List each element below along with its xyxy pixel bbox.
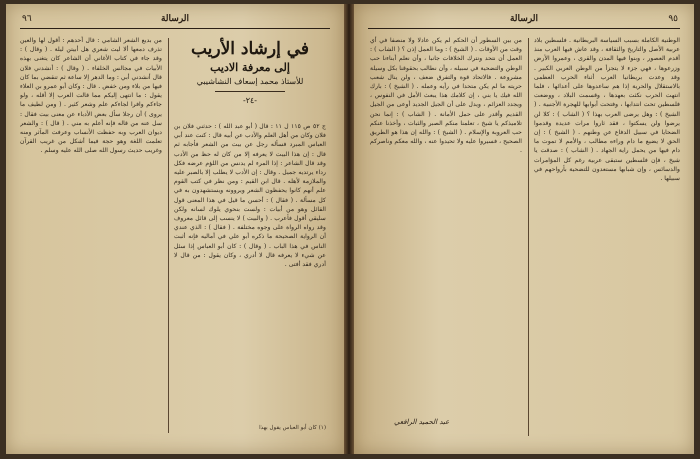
right-page-number: ٩٥ [668, 14, 678, 24]
left-page-number: ٩٦ [22, 14, 32, 24]
book-gutter [344, 4, 354, 454]
right-page-column-left: من بين السطور أن الحكم لم يكن عادلا ولا منصفا في أي وقت من الأوقات . ( الشيخ ) : وما العمل إذن ؟ ( الشاب ) : العمل أن نتحد ونترك الخلافات جانبا ، وأن نعلم أبناءنا حب الوطن والتضحية في سبيله ، وأن نطالب بحقوقنا بكل وسيلة مشروعة . فالاتحاد قوة والتفرق ضعف ، ولن ينال شعب حريته ما لم يكن متحدا في رأيه وعمله . ( الشيخ ) : بارك الله فيك يا بني ، إن كلامك هذا يبعث الأمل في النفوس ، ويجدد العزائم ، ويدل على أن الجيل الجديد أوعى من الجيل القديم وأقدر على حمل الأمانة . ( الشاب ) : إنما نحن تلاميذكم يا شيخ ، تعلمنا منكم الصبر والثبات ، وأخذنا عنكم حب العروبة والإسلام . ( الشيخ ) : والله إن هذا هو الطريق الصحيح ، فسيروا عليه ولا تحيدوا عنه ، والله معكم وناصركم . [370, 37, 522, 155]
right-running-title: الرسالة [509, 14, 539, 24]
author-signature: عبد الحميد الرافعي [394, 418, 450, 426]
right-running-head [368, 12, 680, 29]
article-title: في إرشاد الأريب [190, 39, 310, 59]
article-heading [176, 38, 324, 106]
right-column-divider [528, 38, 529, 436]
article-author: للأستاذ محمد إسعاف النشاشيبي [196, 77, 304, 86]
left-page [6, 4, 344, 454]
left-running-head [20, 12, 330, 29]
document-spread [6, 4, 694, 454]
article-subtitle: إلى معرفة الاديب [210, 61, 290, 74]
right-page-column-right: الوطنية الكاملة بسبب السياسة البريطانية . فلسطين بلاد عربية الأصل والتاريخ والثقافة ، وقد عاش فيها العرب منذ أقدم العصور ، وبنوا فيها المدن والقرى ، وعمروا الأرض وزرعوها ، فهي جزء لا يتجزأ من الوطن العربي الكبير . وقد وعدت بريطانيا العرب أثناء الحرب العظمى بالاستقلال والحرية إذا هم ساعدوها على أعدائها ، فلما انتهت الحرب نكثت بعهدها ، وقسمت البلاد ، ووضعت فلسطين تحت انتدابها ، وفتحت أبوابها للهجرة الأجنبية . ( الشيخ ) : وهل يرضى العرب بهذا ؟ ( الشاب ) : كلا لن يرضوا ولن يسكتوا ، فقد ثاروا مرات عديدة وقدموا الضحايا في سبيل الدفاع عن وطنهم . ( الشيخ ) : إن الحق لا يضيع ما دام وراءه مطالب ، والأمم لا تموت ما دام فيها من يحمل راية الجهاد . ( الشاب ) : صدقت يا شيخ ، فإن فلسطين ستبقى عربية رغم كل المؤامرات والدسائس ، وإن شبابها مستعدون للتضحية بأرواحهم في سبيلها . [534, 37, 680, 183]
title-divider [215, 91, 285, 92]
footnote: (١) كان أبو العباس يقول بهذا [259, 425, 326, 431]
right-page [354, 4, 694, 454]
left-column-divider [168, 38, 169, 433]
left-running-title: الرسالة [160, 14, 190, 24]
left-page-column-left: من بديع الشعر الشامي : قال أحدهم : أقول لها والعين تذرف دمعها ألا ليت شعري هل أبيتن ليلة . ( وقال ) : وقد جاء في كتاب الأغاني أن الشاعر كان يتغنى بهذه الأبيات في مجالس الخلفاء . ( وقال ) : أنشدني فلان قال أنشدني أبي : وما الدهر إلا ساعة ثم تنقضي بما كان فيها من بلاء ومن خفض . قال : وكان أبو عمرو بن العلاء يقول : ما انتهى إليكم مما قالت العرب إلا أقله ، ولو جاءكم وافرا لجاءكم علم وشعر كثير . ( ومن لطيف ما يروى ) أن رجلا سأل بعض الأدباء عن معنى بيت فقال : سل عنه من قاله فإنه أعلم به مني . ( قال ) : والشعر ديوان العرب وبه حفظت الأنساب وعرفت المآثر ومنه تعلمت اللغة وهو حجة فيما أشكل من غريب القرآن وغريب حديث رسول الله صلى الله عليه وسلم . [20, 37, 162, 155]
left-page-column-right: ج ٥٢ ص ١١٥ ل ١١ : قال ( أبو عبد الله ) : حدثني فلان بن فلان وكان من أهل العلم والأدب عن أبيه قال : كنت عند أبي العباس المبرد فسأله رجل عن بيت من الشعر فأجابه ثم قال : إن هذا البيت لا يعرفه إلا من كان له حظ من الأدب وقد قال الشاعر : إذا المرء لم يدنس من اللؤم عرضه فكل رداء يرتديه جميل . وقال : إن الأدب لا يطلب إلا بالصبر عليه والملازمة لأهله . قال ابن القيم : ومن نظر في كتب القوم علم أنهم كانوا يحفظون الشعر ويروونه ويستشهدون به في كل مسألة . ( فقال ) : أحسن ما قيل في هذا المعنى قول القائل وهو من أبيات : ولست بنحوي يلوك لسانه ولكن سليقي أقول فأعرب . ( والبيت ) لا ينسب إلى قائل معروف وقد رواه الرواة على وجوه مختلفة . ( فقال ) : الذي عندي أن الرواية الصحيحة ما ذكره أبو علي في أماليه فإنه أثبت الناس في هذا الباب . ( وقال ) : كان أبو العباس إذا سئل عن شيء لا يعرفه قال لا أدري ، وكان يقول : من قال لا أدري فقد أفتى . [174, 123, 326, 269]
article-section-number: -٢٤- [243, 96, 257, 105]
